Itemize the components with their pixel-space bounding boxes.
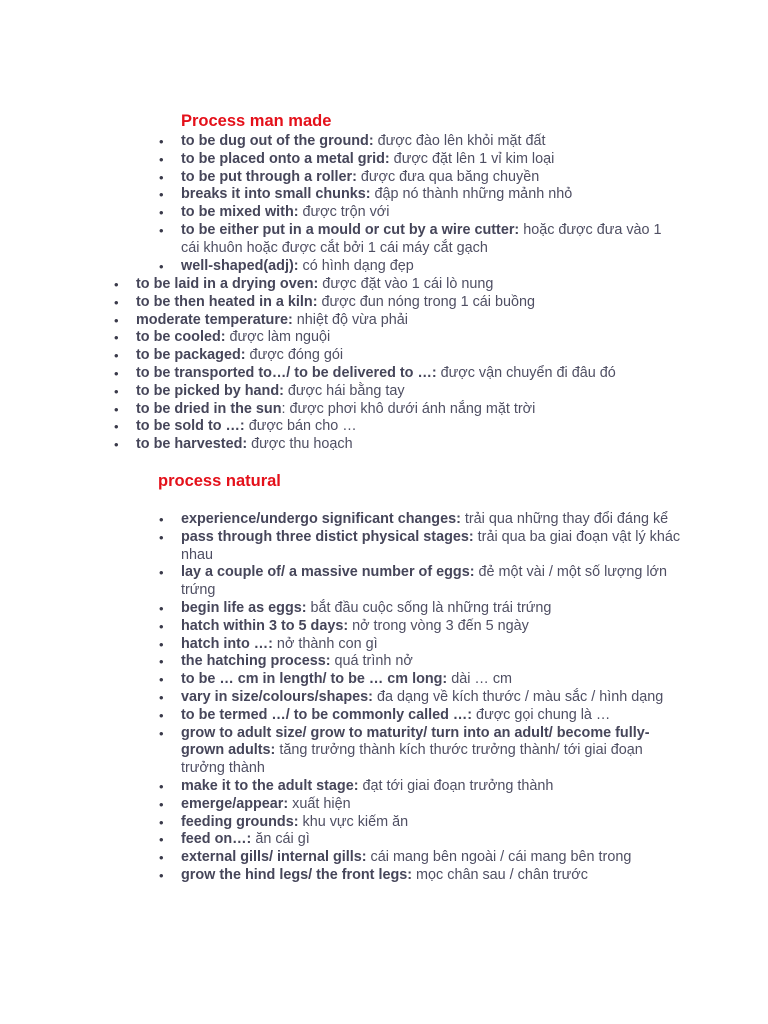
vocab-meaning: được đun nóng trong 1 cái buồng xyxy=(317,293,535,310)
vocab-meaning: được làm nguội xyxy=(225,329,331,346)
vocab-term: to be placed onto a metal grid: xyxy=(181,150,390,167)
vocab-term: pass through three distict physical stages: xyxy=(181,528,474,545)
vocab-term: to be picked by hand: xyxy=(136,382,284,399)
vocab-item xyxy=(181,151,681,169)
vocab-item xyxy=(181,831,681,849)
man-made-item-list xyxy=(136,276,696,454)
vocab-item xyxy=(181,636,681,654)
vocab-term: vary in size/colours/shapes: xyxy=(181,688,373,705)
vocab-term: to be cooled: xyxy=(136,329,226,346)
vocab-meaning: nở trong vòng 3 đến 5 ngày xyxy=(348,617,529,634)
vocab-item xyxy=(181,564,681,600)
vocab-meaning: đa dạng về kích thước / màu sắc / hình dạng xyxy=(372,688,664,705)
vocab-item xyxy=(181,511,681,529)
vocab-term: hatch within 3 to 5 days: xyxy=(181,617,349,634)
vocab-term: to be … cm in length/ to be … cm long: xyxy=(181,671,448,688)
vocab-item xyxy=(136,418,696,436)
vocab-meaning: : được phơi khô dưới ánh nắng mặt trời xyxy=(281,400,536,417)
vocab-item xyxy=(136,436,696,454)
vocab-meaning: dài … cm xyxy=(447,671,513,688)
vocab-term: to be packaged: xyxy=(136,347,246,364)
vocab-meaning: trải qua những thay đổi đáng kể xyxy=(460,511,669,527)
vocab-item xyxy=(181,529,681,565)
vocab-meaning: được đóng gói xyxy=(245,347,344,364)
vocab-meaning: được thu hoạch xyxy=(247,436,353,453)
vocab-meaning: đập nó thành những mảnh nhỏ xyxy=(370,186,573,203)
vocab-item xyxy=(181,600,681,618)
section-heading-natural: process natural xyxy=(158,472,281,490)
vocab-item xyxy=(181,778,681,796)
vocab-item xyxy=(181,849,681,867)
vocab-meaning: ăn cái gì xyxy=(251,831,310,848)
vocab-term: lay a couple of/ a massive number of eggs: xyxy=(181,564,475,581)
vocab-term: the hatching process: xyxy=(181,653,331,670)
vocab-item xyxy=(181,671,681,689)
vocab-term: moderate temperature: xyxy=(136,311,293,328)
section-heading-man-made: Process man made xyxy=(181,112,332,130)
vocab-item xyxy=(136,276,696,294)
vocab-term: grow the hind legs/ the front legs: xyxy=(181,866,413,883)
vocab-item xyxy=(181,186,681,204)
vocab-meaning: được bán cho … xyxy=(244,418,357,435)
vocab-meaning: khu vực kiếm ăn xyxy=(298,813,409,830)
vocab-meaning: tăng trưởng thành kích thước trưởng thành/ tới giai đoạn trưởng thành xyxy=(181,742,643,777)
vocab-meaning: cái mang bên ngoài / cái mang bên trong xyxy=(366,849,632,866)
vocab-meaning: được vận chuyển đi đâu đó xyxy=(436,364,616,381)
vocab-meaning: mọc chân sau / chân trước xyxy=(412,866,588,883)
vocab-meaning: được hái bằng tay xyxy=(283,382,405,399)
vocab-meaning: được đặt lên 1 vỉ kim loại xyxy=(389,150,555,167)
vocab-meaning: được đặt vào 1 cái lò nung xyxy=(318,276,494,292)
vocab-item xyxy=(181,204,681,222)
vocab-term: to be termed …/ to be commonly called …: xyxy=(181,706,473,723)
vocab-item xyxy=(181,222,681,258)
vocab-term: to be put through a roller: xyxy=(181,168,357,185)
vocab-term: to be sold to …: xyxy=(136,418,245,435)
vocab-meaning: đạt tới giai đoạn trưởng thành xyxy=(358,777,554,794)
vocab-term: experience/undergo significant changes: xyxy=(181,511,461,527)
vocab-meaning: hoặc được đưa vào 1 cái khuôn hoặc được cắt bởi 1 cái máy cắt gạch xyxy=(181,221,662,256)
vocab-item xyxy=(136,329,696,347)
vocab-item xyxy=(181,814,681,832)
vocab-item xyxy=(181,725,681,778)
vocab-item xyxy=(181,689,681,707)
vocab-meaning: được trộn với xyxy=(298,204,390,221)
vocab-item xyxy=(181,796,681,814)
vocab-meaning: có hình dạng đẹp xyxy=(298,257,414,274)
vocab-term: feed on…: xyxy=(181,831,252,848)
vocab-meaning: được gọi chung là … xyxy=(472,706,611,723)
vocab-meaning: quá trình nở xyxy=(330,653,413,670)
vocab-item xyxy=(136,365,696,383)
vocab-meaning: được đào lên khỏi mặt đất xyxy=(373,133,546,149)
vocab-item xyxy=(136,347,696,365)
vocab-term: make it to the adult stage: xyxy=(181,777,359,794)
vocab-term: hatch into …: xyxy=(181,635,273,652)
vocab-item xyxy=(181,258,681,276)
vocab-item xyxy=(181,867,681,885)
vocab-term: to be either put in a mould or cut by a wire cutter: xyxy=(181,221,520,238)
vocab-meaning: trải qua ba giai đoạn vật lý khác nhau xyxy=(181,528,681,563)
vocab-term: to be dried in the sun xyxy=(136,400,282,417)
vocab-term: breaks it into small chunks: xyxy=(181,186,371,203)
vocab-term: to be mixed with: xyxy=(181,204,299,221)
vocab-term: to be then heated in a kiln: xyxy=(136,293,318,310)
vocab-item xyxy=(136,401,696,419)
vocab-term: grow to adult size/ grow to maturity/ turn into an adult/ become fully-grown adults: xyxy=(181,724,650,759)
vocab-term: to be harvested: xyxy=(136,436,248,453)
vocab-term: to be laid in a drying oven: xyxy=(136,276,319,292)
vocab-term: begin life as eggs: xyxy=(181,599,307,616)
man-made-subitem-list xyxy=(181,133,681,275)
vocab-term: emerge/appear: xyxy=(181,795,289,812)
vocab-term: to be dug out of the ground: xyxy=(181,133,374,149)
vocab-item xyxy=(181,707,681,725)
vocab-item xyxy=(181,169,681,187)
vocab-item xyxy=(181,133,681,151)
vocab-item xyxy=(136,312,696,330)
vocab-term: feeding grounds: xyxy=(181,813,299,830)
vocab-item xyxy=(136,383,696,401)
natural-item-list xyxy=(181,511,681,885)
vocab-item xyxy=(181,653,681,671)
vocab-item xyxy=(136,294,696,312)
vocab-term: to be transported to…/ to be delivered to …: xyxy=(136,364,437,381)
vocab-item xyxy=(181,618,681,636)
vocab-meaning: được đưa qua băng chuyền xyxy=(356,168,540,185)
vocab-term: well-shaped(adj): xyxy=(181,257,299,274)
vocab-meaning: bắt đầu cuộc sống là những trái trứng xyxy=(306,599,552,616)
vocab-meaning: xuất hiện xyxy=(288,795,351,812)
vocab-term: external gills/ internal gills: xyxy=(181,849,367,866)
vocab-meaning: nhiệt độ vừa phải xyxy=(292,311,408,328)
vocab-meaning: đẻ một vài / một số lượng lớn trứng xyxy=(181,564,667,599)
vocab-meaning: nở thành con gì xyxy=(272,635,378,652)
